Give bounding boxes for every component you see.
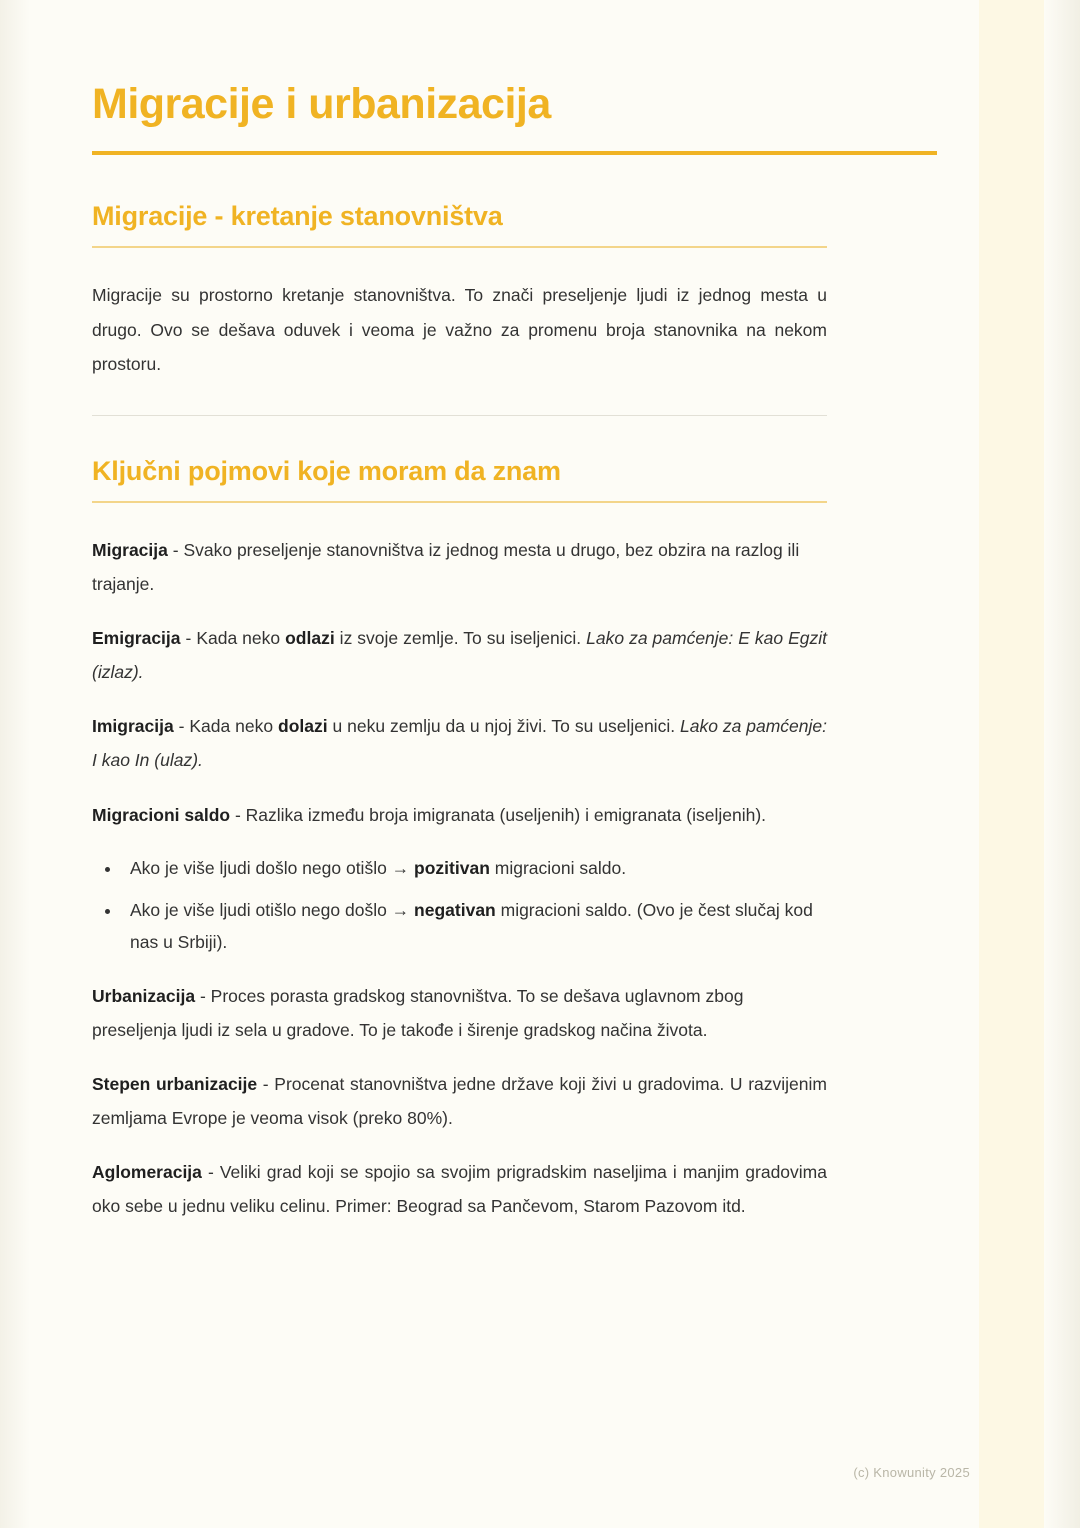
section-heading-migracije: Migracije - kretanje stanovništva [92, 201, 503, 232]
term-dash: - [234, 804, 241, 825]
term-imigracija [92, 709, 827, 777]
section-paragraph-migracije: Migracije su prostorno kretanje stanovništva. To znači preseljenje ljudi iz jednog mesta u drugo. Ovo se dešava oduvek i veoma je važno za promenu broja stanovnika na nekom prostoru. [92, 285, 827, 374]
term-urbanizacija [92, 979, 827, 1047]
term-stepen-urbanizacije [92, 1067, 827, 1135]
term-dash: - [262, 1074, 269, 1095]
term-text: Proces porasta gradskog stanovništva. To se dešava uglavnom zbog preseljenja ljudi iz sela u gradove. To je takođe i širenje gradskog načina života. [92, 985, 744, 1040]
term-text: Veliki grad koji se spojio sa svojim prigradskim naseljima i manjim gradovima oko sebe u jednu veliku celinu. Primer: Beograd sa Pančevom, Starom Pazovom itd. [92, 1162, 827, 1217]
section-heading-pojmovi: Ključni pojmovi koje moram da znam [92, 455, 561, 486]
term-mnemonic: Lako za pamćenje: I kao In (ulaz). [92, 716, 827, 771]
term-emphasis: odlazi [285, 628, 335, 649]
bullet-text-after: migracioni saldo. [489, 857, 627, 878]
term-aglomeracija [92, 1155, 827, 1223]
term-text-after: iz svoje zemlje. To su iseljenici. [334, 628, 587, 649]
term-text-before: Kada neko [184, 716, 279, 737]
term-dash: - [178, 716, 185, 737]
term-label: Urbanizacija [92, 985, 196, 1006]
term-label: Migracija [92, 539, 168, 560]
section-divider-2 [92, 501, 827, 503]
term-text: Svako preseljenje stanovništva iz jednog mesta u drugo, bez obzira na razlog ili trajanje. [92, 539, 800, 594]
term-label: Stepen urbanizacije [92, 1074, 258, 1095]
term-label: Migracioni saldo [92, 804, 231, 825]
content-divider [92, 415, 827, 416]
copyright-footer: (c) Knowunity 2025 [853, 1465, 970, 1480]
list-item [122, 894, 842, 959]
section-divider-1 [92, 246, 827, 248]
page-title: Migracije i urbanizacija [92, 80, 551, 128]
term-text-before: Kada neko [191, 628, 286, 649]
bullet-text-before: Ako je više ljudi došlo nego otišlo → [130, 857, 415, 878]
term-dash: - [199, 985, 206, 1006]
term-migracija [92, 533, 827, 601]
term-dash: - [172, 539, 179, 560]
bullet-emphasis: pozitivan [414, 857, 490, 878]
term-emigracija [92, 621, 827, 689]
saldo-bullet-list [92, 852, 842, 959]
term-label: Emigracija [92, 628, 181, 649]
list-item [122, 852, 842, 884]
term-mnemonic: Lako za pamćenje: E kao Egzit (izlaz). [92, 628, 828, 683]
term-text: Razlika između broja imigranata (useljenih) i emigranata (iseljenih). [240, 804, 767, 825]
term-text: Procenat stanovništva jedne države koji živi u gradovima. U razvijenim zemljama Evrope je veoma visok (preko 80%). [92, 1074, 827, 1129]
term-text-after: u neku zemlju da u njoj živi. To su useljenici. [327, 716, 680, 737]
term-migracioni-saldo [92, 798, 827, 832]
term-label: Aglomeracija [92, 1162, 202, 1183]
term-emphasis: dolazi [278, 716, 328, 737]
bullet-emphasis: negativan [414, 900, 496, 921]
bullet-text-before: Ako je više ljudi otišlo nego došlo → [130, 900, 415, 921]
term-dash: - [185, 628, 192, 649]
term-label: Imigracija [92, 716, 174, 737]
bullet-text-after: migracioni saldo. (Ovo je čest slučaj kod nas u Srbiji). [130, 900, 813, 953]
term-dash: - [207, 1162, 214, 1183]
title-divider [92, 151, 937, 155]
